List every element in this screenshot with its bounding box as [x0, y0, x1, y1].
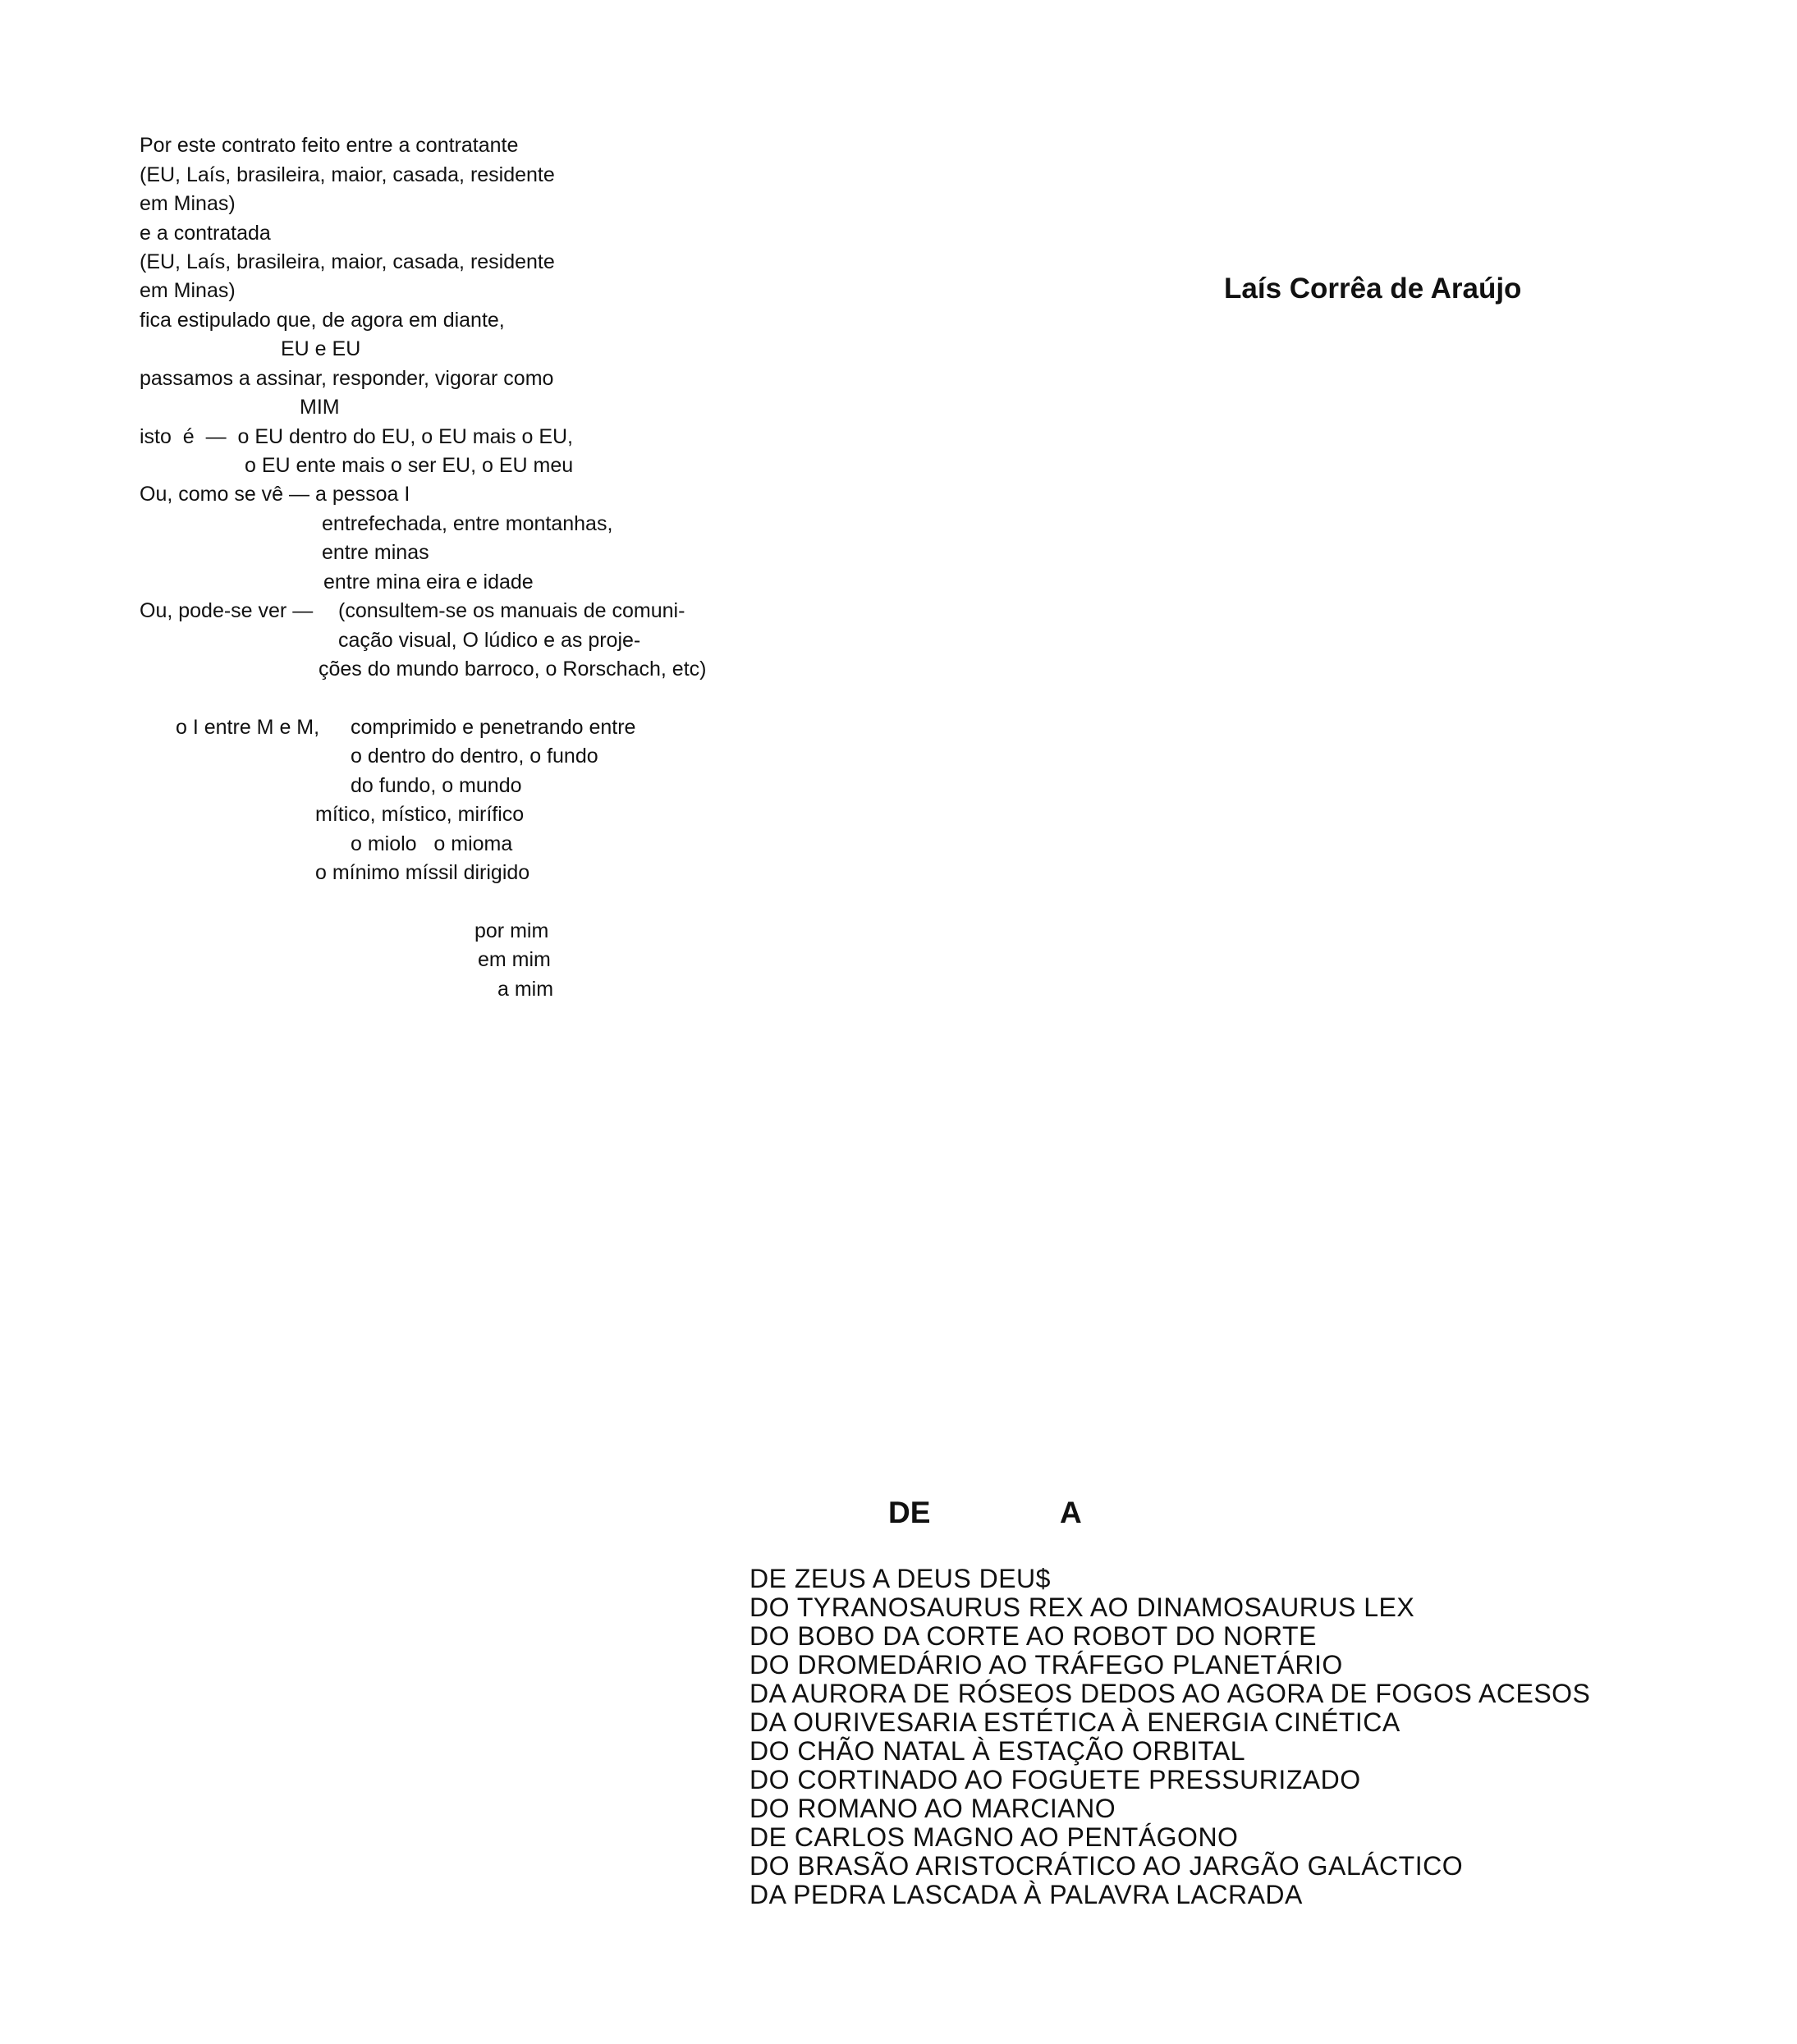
poem-line: o EU ente mais o ser EU, o EU meu [245, 454, 574, 477]
poem-line: Ou, pode-se ver — [140, 599, 314, 622]
poem-line: DO ROMANO AO MARCIANO [750, 1794, 1116, 1823]
poem-line: DA OURIVESARIA ESTÉTICA À ENERGIA CINÉTICA [750, 1707, 1400, 1737]
poem-line: entre mina eira e idade [323, 571, 534, 593]
poem-title-a: A [1060, 1496, 1082, 1529]
poem-line: DO BRASÃO ARISTOCRÁTICO AO JARGÃO GALÁCTICO [750, 1851, 1464, 1881]
poem-line: DO DROMEDÁRIO AO TRÁFEGO PLANETÁRIO [750, 1650, 1343, 1680]
poem-line: ções do mundo barroco, o Rorschach, etc) [319, 658, 707, 681]
poem-line: fica estipulado que, de agora em diante, [140, 309, 505, 332]
poem-line: o I entre M e M, [176, 716, 320, 739]
poem-line: o miolo o mioma [351, 832, 513, 855]
poem-line: em Minas) [140, 279, 236, 302]
poem-line: (consultem-se os manuais de comuni- [338, 599, 685, 622]
poem-line: cação visual, O lúdico e as proje- [338, 629, 641, 652]
poem-title-de: DE [888, 1496, 931, 1529]
poem-line: (EU, Laís, brasileira, maior, casada, residente [140, 163, 555, 186]
poem-line: DE CARLOS MAGNO AO PENTÁGONO [750, 1822, 1239, 1852]
poem-line: DA AURORA DE RÓSEOS DEDOS AO AGORA DE FOGOS ACESOS [750, 1679, 1591, 1708]
poem-line: a mim [497, 978, 554, 1001]
poem-line: o dentro do dentro, o fundo [351, 745, 598, 768]
poem-line: por mim [474, 919, 549, 942]
poem-line: MIM [300, 396, 340, 419]
poem-line: entrefechada, entre montanhas, [322, 512, 613, 535]
poem-line: entre minas [322, 541, 429, 564]
poem-line: do fundo, o mundo [351, 774, 522, 797]
poem-line: EU e EU [281, 337, 361, 360]
poem-line: DA PEDRA LASCADA À PALAVRA LACRADA [750, 1880, 1303, 1909]
poem-line: DE ZEUS A DEUS DEU$ [750, 1564, 1051, 1593]
poem-line: passamos a assinar, responder, vigorar como [140, 367, 554, 390]
poem-line: e a contratada [140, 222, 271, 245]
poem-line: (EU, Laís, brasileira, maior, casada, residente [140, 250, 555, 273]
poem-line: o mínimo míssil dirigido [315, 861, 530, 884]
poem-line: DO CORTINADO AO FOGUETE PRESSURIZADO [750, 1765, 1361, 1794]
poem-line: comprimido e penetrando entre [351, 716, 636, 739]
poem-line: isto é — o EU dentro do EU, o EU mais o EU, [140, 425, 573, 448]
poem-line: DO BOBO DA CORTE AO ROBOT DO NORTE [750, 1621, 1317, 1651]
poem-line: Ou, como se vê — a pessoa I [140, 483, 410, 506]
poem-line: em mim [478, 948, 551, 971]
poem-line: Por este contrato feito entre a contratante [140, 134, 519, 157]
poem-line: em Minas) [140, 192, 236, 215]
author-name: Laís Corrêa de Araújo [1224, 273, 1522, 305]
poem-line: mítico, místico, mirífico [315, 803, 525, 826]
poem-line: DO TYRANOSAURUS REX AO DINAMOSAURUS LEX [750, 1593, 1415, 1622]
poem-line: DO CHÃO NATAL À ESTAÇÃO ORBITAL [750, 1736, 1246, 1766]
